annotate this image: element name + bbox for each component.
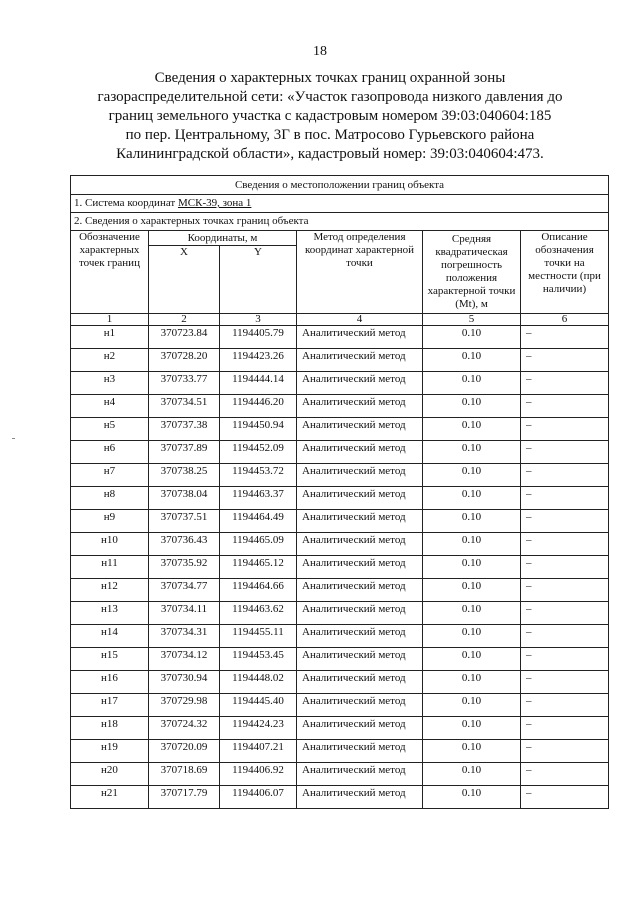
cell-description: –: [521, 418, 609, 441]
cell-error: 0.10: [423, 671, 521, 694]
cell-description: –: [521, 694, 609, 717]
cell-point: н11: [71, 556, 149, 579]
cell-y: 1194464.49: [220, 510, 297, 533]
points-header-row: [71, 213, 609, 231]
cell-method: Аналитический метод: [297, 625, 423, 648]
cell-description: –: [521, 740, 609, 763]
section-header-row: [71, 176, 609, 195]
cell-method: Аналитический метод: [297, 510, 423, 533]
cell-description: –: [521, 372, 609, 395]
cell-error: 0.10: [423, 740, 521, 763]
cell-description: –: [521, 579, 609, 602]
cell-y: 1194465.09: [220, 533, 297, 556]
cell-method: Аналитический метод: [297, 763, 423, 786]
cell-y: 1194463.62: [220, 602, 297, 625]
cell-y: 1194406.92: [220, 763, 297, 786]
cell-description: –: [521, 602, 609, 625]
cell-point: н4: [71, 395, 149, 418]
cell-point: н5: [71, 418, 149, 441]
cell-y: 1194452.09: [220, 441, 297, 464]
cell-x: 370737.51: [149, 510, 220, 533]
page-number: 18: [313, 44, 327, 59]
cell-method: Аналитический метод: [297, 648, 423, 671]
col-number: 5: [423, 314, 521, 326]
cell-error: 0.10: [423, 510, 521, 533]
cell-y: 1194444.14: [220, 372, 297, 395]
table-row: [71, 441, 609, 464]
col-header-method: Метод определения координат характерной точки: [297, 231, 423, 314]
cell-description: –: [521, 556, 609, 579]
table-row: [71, 464, 609, 487]
col-header-y: Y: [220, 246, 297, 314]
cell-x: 370724.32: [149, 717, 220, 740]
cell-point: н9: [71, 510, 149, 533]
cell-method: Аналитический метод: [297, 717, 423, 740]
cell-y: 1194463.37: [220, 487, 297, 510]
cell-y: 1194450.94: [220, 418, 297, 441]
cell-method: Аналитический метод: [297, 786, 423, 809]
cell-y: 1194453.72: [220, 464, 297, 487]
cell-y: 1194423.26: [220, 349, 297, 372]
table-row: [71, 579, 609, 602]
cell-point: н15: [71, 648, 149, 671]
cell-description: –: [521, 717, 609, 740]
cell-y: 1194453.45: [220, 648, 297, 671]
cell-description: –: [521, 648, 609, 671]
cell-x: 370729.98: [149, 694, 220, 717]
table-row: [71, 487, 609, 510]
table-row: [71, 395, 609, 418]
cell-x: 370734.12: [149, 648, 220, 671]
cell-y: 1194446.20: [220, 395, 297, 418]
cell-point: н10: [71, 533, 149, 556]
table-row: [71, 418, 609, 441]
cell-x: 370736.43: [149, 533, 220, 556]
cell-error: 0.10: [423, 579, 521, 602]
col-number: 4: [297, 314, 423, 326]
cell-method: Аналитический метод: [297, 372, 423, 395]
cell-point: н1: [71, 326, 149, 349]
cell-point: н2: [71, 349, 149, 372]
cell-description: –: [521, 349, 609, 372]
table-row: [71, 349, 609, 372]
cell-x: 370730.94: [149, 671, 220, 694]
cell-x: 370734.51: [149, 395, 220, 418]
cell-y: 1194455.11: [220, 625, 297, 648]
col-header-x: X: [149, 246, 220, 314]
col-header-error: Средняя квадратическая погрешность положения характерной точки (Mt), м: [423, 231, 521, 314]
col-header-description: Описание обозначения точки на местности (при наличии): [521, 231, 609, 314]
column-header-row-1: [71, 231, 609, 246]
cell-x: 370738.04: [149, 487, 220, 510]
cell-error: 0.10: [423, 349, 521, 372]
cell-error: 0.10: [423, 786, 521, 809]
cell-method: Аналитический метод: [297, 694, 423, 717]
cell-method: Аналитический метод: [297, 487, 423, 510]
cell-error: 0.10: [423, 418, 521, 441]
cell-point: н14: [71, 625, 149, 648]
cell-error: 0.10: [423, 717, 521, 740]
table-row: [71, 717, 609, 740]
cell-y: 1194465.12: [220, 556, 297, 579]
coord-system: [71, 195, 609, 213]
cell-point: н16: [71, 671, 149, 694]
cell-point: н7: [71, 464, 149, 487]
cell-description: –: [521, 395, 609, 418]
cell-error: 0.10: [423, 625, 521, 648]
cell-point: н3: [71, 372, 149, 395]
table-row: [71, 786, 609, 809]
title-line: по пер. Центральному, 3Г в пос. Матросово Гурьевского района: [125, 127, 535, 143]
cell-y: 1194464.66: [220, 579, 297, 602]
cell-y: 1194424.23: [220, 717, 297, 740]
cell-y: 1194405.79: [220, 326, 297, 349]
cell-x: 370718.69: [149, 763, 220, 786]
cell-description: –: [521, 763, 609, 786]
coord-system-row: [71, 195, 609, 213]
cell-method: Аналитический метод: [297, 602, 423, 625]
cell-description: –: [521, 441, 609, 464]
cell-x: 370735.92: [149, 556, 220, 579]
table-row: [71, 740, 609, 763]
cell-error: 0.10: [423, 694, 521, 717]
cell-error: 0.10: [423, 326, 521, 349]
cell-point: н12: [71, 579, 149, 602]
cell-description: –: [521, 533, 609, 556]
cell-method: Аналитический метод: [297, 464, 423, 487]
cell-point: н19: [71, 740, 149, 763]
cell-method: Аналитический метод: [297, 579, 423, 602]
title-line: газораспределительной сети: «Участок газопровода низкого давления до: [97, 89, 563, 105]
cell-description: –: [521, 464, 609, 487]
cell-description: –: [521, 625, 609, 648]
table-row: [71, 671, 609, 694]
cell-error: 0.10: [423, 464, 521, 487]
cell-method: Аналитический метод: [297, 395, 423, 418]
cell-x: 370734.31: [149, 625, 220, 648]
cell-description: –: [521, 487, 609, 510]
col-number: 3: [220, 314, 297, 326]
coord-system-value: МСК-39, зона 1: [177, 197, 252, 209]
points-header: 2. Сведения о характерных точках границ объекта: [71, 213, 609, 231]
cell-point: н20: [71, 763, 149, 786]
table-row: [71, 694, 609, 717]
cell-x: 370720.09: [149, 740, 220, 763]
cell-method: Аналитический метод: [297, 326, 423, 349]
cell-point: н21: [71, 786, 149, 809]
cell-y: 1194445.40: [220, 694, 297, 717]
cell-description: –: [521, 510, 609, 533]
cell-error: 0.10: [423, 487, 521, 510]
table-row: [71, 602, 609, 625]
boundary-points-table: [70, 175, 609, 809]
cell-error: 0.10: [423, 556, 521, 579]
cell-method: Аналитический метод: [297, 740, 423, 763]
coord-system-label: 1. Система координат: [74, 197, 178, 209]
cell-point: н8: [71, 487, 149, 510]
cell-method: Аналитический метод: [297, 441, 423, 464]
cell-x: 370723.84: [149, 326, 220, 349]
cell-error: 0.10: [423, 533, 521, 556]
title-line: границ земельного участка с кадастровым номером 39:03:040604:185: [108, 108, 552, 124]
col-header-point: Обозначение характерных точек границ: [71, 231, 149, 314]
title-line: Сведения о характерных точках границ охранной зоны: [154, 70, 506, 86]
cell-description: –: [521, 786, 609, 809]
table-row: [71, 533, 609, 556]
cell-y: 1194406.07: [220, 786, 297, 809]
cell-x: 370717.79: [149, 786, 220, 809]
title-line: Калининградской области», кадастровый номер: 39:03:040604:473.: [116, 146, 544, 162]
table-row: [71, 648, 609, 671]
col-header-coords: Координаты, м: [149, 231, 297, 246]
scan-speck: [12, 438, 15, 439]
col-number: 6: [521, 314, 609, 326]
cell-method: Аналитический метод: [297, 533, 423, 556]
document-title: [60, 69, 600, 164]
table-row: [71, 510, 609, 533]
table-row: [71, 326, 609, 349]
cell-x: 370733.77: [149, 372, 220, 395]
cell-y: 1194407.21: [220, 740, 297, 763]
cell-description: –: [521, 326, 609, 349]
cell-x: 370737.38: [149, 418, 220, 441]
cell-point: н18: [71, 717, 149, 740]
cell-y: 1194448.02: [220, 671, 297, 694]
col-number: 2: [149, 314, 220, 326]
cell-method: Аналитический метод: [297, 349, 423, 372]
cell-x: 370734.11: [149, 602, 220, 625]
cell-description: –: [521, 671, 609, 694]
cell-method: Аналитический метод: [297, 418, 423, 441]
table-row: [71, 372, 609, 395]
cell-point: н17: [71, 694, 149, 717]
cell-x: 370737.89: [149, 441, 220, 464]
cell-point: н13: [71, 602, 149, 625]
cell-error: 0.10: [423, 395, 521, 418]
cell-x: 370738.25: [149, 464, 220, 487]
cell-error: 0.10: [423, 372, 521, 395]
cell-method: Аналитический метод: [297, 556, 423, 579]
column-number-row: [71, 314, 609, 326]
table-row: [71, 625, 609, 648]
cell-error: 0.10: [423, 763, 521, 786]
cell-x: 370734.77: [149, 579, 220, 602]
col-number: 1: [71, 314, 149, 326]
table-row: [71, 556, 609, 579]
cell-error: 0.10: [423, 441, 521, 464]
cell-error: 0.10: [423, 648, 521, 671]
table-row: [71, 763, 609, 786]
cell-x: 370728.20: [149, 349, 220, 372]
section-header: Сведения о местоположении границ объекта: [71, 176, 609, 195]
cell-error: 0.10: [423, 602, 521, 625]
cell-method: Аналитический метод: [297, 671, 423, 694]
cell-point: н6: [71, 441, 149, 464]
